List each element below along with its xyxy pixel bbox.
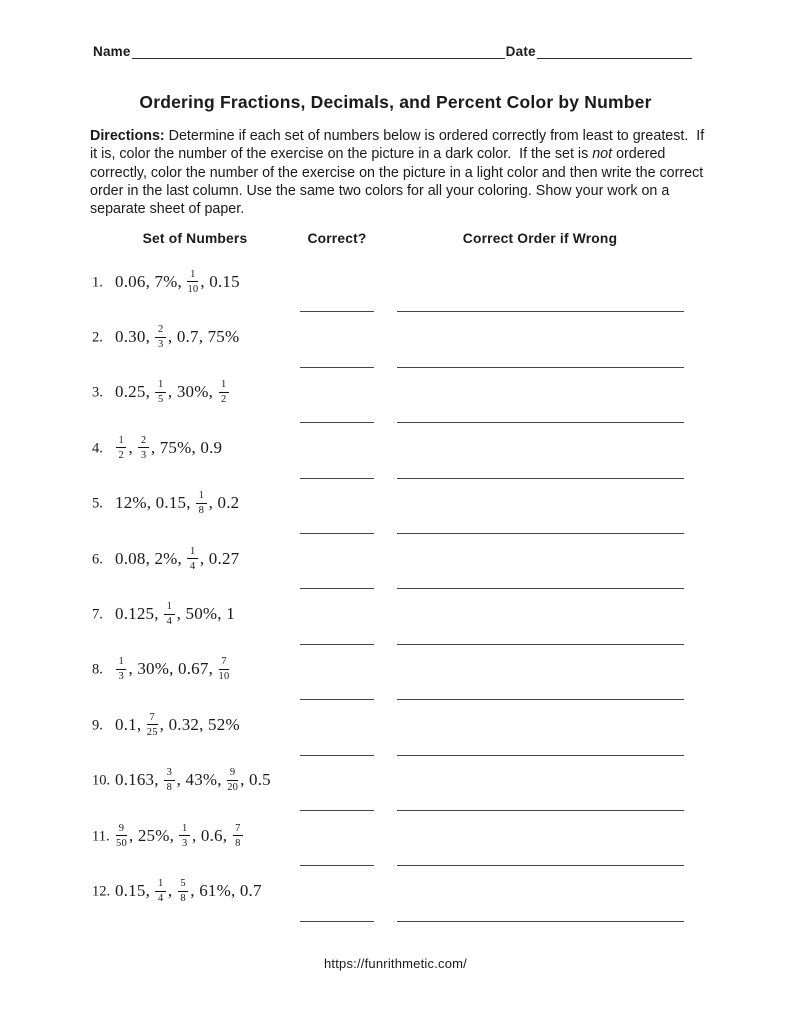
fraction: $\frac{1}{10}$ [187,268,199,295]
exercise-number: 6. [92,551,103,568]
exercise-number: 5. [92,495,103,512]
fraction: $\frac{1}{4}$ [155,878,165,904]
fraction: $\frac{7}{10}$ [218,656,230,683]
exercise-row [0,643,791,698]
exercise-row [0,698,791,753]
fraction: $\frac{1}{4}$ [187,546,197,572]
fraction: $\frac{7}{8}$ [233,823,243,849]
worksheet-title: Ordering Fractions, Decimals, and Percent Color by Number [139,92,652,112]
exercise-row [0,532,791,587]
date-blank-line [537,44,692,59]
column-header-set-of-numbers: Set of Numbers [142,231,248,246]
exercise-number: 11. [92,828,110,845]
exercise-number-set: 0.30, $\frac{2}{3}$ , 0.7, 75% [115,324,240,351]
fraction: $\frac{1}{2}$ [219,379,229,405]
exercise-list [0,255,791,920]
exercise-number: 2. [92,329,103,346]
directions-text-1: Determine if each set of numbers below is ordered correctly from least to greatest. If it is, color the number of the exercise on the picture in a dark color. If the set is [90,128,709,163]
fraction: $\frac{7}{25}$ [146,711,158,738]
exercise-number: 7. [92,606,103,623]
exercise-number-set: $\frac{1}{2}$ , $\frac{2}{3}$ , 75%, 0.9 [115,436,222,462]
exercise-number: 3. [92,384,103,401]
fraction: $\frac{9}{50}$ [116,822,127,849]
exercise-row [0,809,791,864]
exercise-number-set: 12%, 0.15, $\frac{1}{8}$ , 0.2 [115,490,240,517]
exercise-number: 10. [92,772,111,789]
exercise-number-set: 0.08, 2%, $\frac{1}{4}$ , 0.27 [115,545,240,572]
directions-label: Directions: [90,128,165,144]
fraction: $\frac{1}{3}$ [179,823,189,849]
fraction: $\frac{1}{2}$ [116,435,126,461]
exercise-row [0,587,791,642]
fraction: $\frac{2}{3}$ [138,435,148,461]
column-header-correct: Correct? [307,231,367,246]
exercise-number-set: $\frac{1}{3}$ , 30%, 0.67, $\frac{7}{10}$ [115,657,231,683]
directions-italic-word: not [592,146,613,163]
exercise-number: 1. [92,274,103,291]
fraction: $\frac{2}{3}$ [155,324,165,350]
exercise-number-set: 0.15, $\frac{1}{4}$ , $\frac{5}{8}$ , 61%, 0.7 [115,877,262,904]
fraction: $\frac{1}{4}$ [164,601,174,627]
fraction: $\frac{1}{3}$ [116,656,126,682]
exercise-number-set: 0.1, $\frac{7}{25}$ , 0.32, 52% [115,711,240,738]
exercise-row [0,366,791,421]
fraction: $\frac{1}{5}$ [155,379,165,405]
exercise-number: 12. [92,883,111,900]
fraction: $\frac{3}{8}$ [164,767,174,793]
directions-paragraph [90,127,708,218]
exercise-number: 4. [92,440,103,457]
fraction: $\frac{1}{8}$ [196,490,206,516]
exercise-number-set: 0.163, $\frac{3}{8}$ , 43%, $\frac{9}{20}$ , 0.5 [115,767,271,794]
exercise-number: 8. [92,661,103,678]
exercise-row [0,864,791,919]
name-blank-line [132,44,505,59]
exercise-number-set: 0.25, $\frac{1}{5}$ , 30%, $\frac{1}{2}$ [115,380,231,406]
exercise-number-set: 0.06, 7%, $\frac{1}{10}$ , 0.15 [115,268,240,295]
fraction: $\frac{9}{20}$ [227,767,239,794]
exercise-row [0,754,791,809]
column-header-correct-order: Correct Order if Wrong [462,231,618,246]
exercise-number: 9. [92,717,103,734]
name-date-row [92,44,692,59]
footer-url: https://funrithmetic.com/ [324,956,467,971]
name-label: Name [93,44,131,59]
exercise-row [0,310,791,365]
exercise-row [0,255,791,310]
date-label: Date [505,44,536,59]
exercise-number-set: 0.125, $\frac{1}{4}$ , 50%, 1 [115,601,235,628]
exercise-row [0,477,791,532]
correct-order-blank-line [397,921,684,922]
correct-answer-blank-line [300,921,374,922]
exercise-number-set: $\frac{9}{50}$ , 25%, $\frac{1}{3}$ , 0.6, $\frac{7}{8}$ [115,824,245,850]
directions-text-2: ordered correctly, color the number of the exercise on the picture in a light color and then write the correct order in the last column. Use the same two colors for all your coloring. Show your work on a separate sheet of paper. [90,146,708,218]
fraction: $\frac{5}{8}$ [178,878,188,904]
exercise-row [0,421,791,476]
